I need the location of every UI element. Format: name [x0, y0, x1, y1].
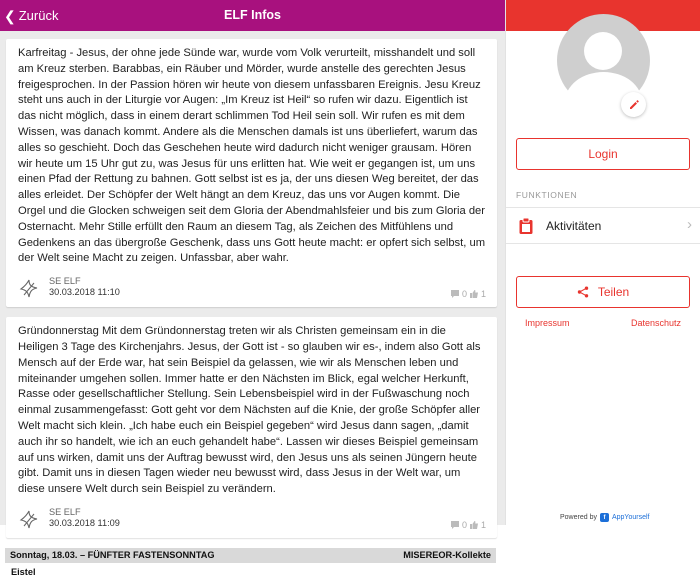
- like-count: 1: [480, 519, 486, 530]
- post-card[interactable]: [6, 39, 497, 307]
- edit-avatar-button[interactable]: [621, 92, 646, 117]
- post-date: 30.03.2018 11:09: [49, 517, 120, 528]
- post-text: Karfreitag - Jesus, der ohne jede Sünde war, wurde vom Volk verurteilt, misshandelt und soll am Kreuz sterben. Barabbas, ein Räuber und Mörder, wurde anstelle des gerechten Jesus freigesprochen. In der Passion hören wir heute von diesem unfassbaren Ereignis. Jesu Kreuz steht uns auch in der Liturgie vor Augen: „Im Kreuz ist Heil“ so rufen wir dazu. Eigentlich ist das nicht möglich, dass in einem derart schlimmen Tod Heil sein soll. Wir rufen es mit dem Wissen, was danach kommt. Andere als die Menschen damals ist uns überliefert, warum das alles so geschieht. Doch das Geschehen heute wird dadurch nicht weniger grausam. Hören wir heute um 15 Uhr gut zu, was Jesus für uns erlitten hat. Wie weit er gegangen ist, um uns einen Pfad der Rettung zu bahnen. Gott selbst ist es ja, der uns diesen Weg bereitet, der das alles erleidet. Der Schöpfer der Welt hängt an dem Kreuz, das uns vor Augen kommt. Die Orgel und die Glocken schweigen seit dem Gloria der Abendmahlsfeier und bis zum Gloria der Osternacht. Mehr Stille erfüllt den Raum an diesem Tag, als Zeichen des Mitfühlens und Gedenkens an das übergroße Geschenk, dass uns Gott heute macht: er opfert sich selbst, um der Welt seine Macht zu zeigen. Unfassbar, aber wahr.: [18, 47, 486, 265]
- post-author: SE ELF: [49, 506, 81, 517]
- menu-item-aktivitaeten[interactable]: [506, 207, 700, 244]
- comment-count: 0: [461, 519, 467, 530]
- powered-by[interactable]: [560, 513, 649, 522]
- clipboard-icon: [518, 217, 534, 235]
- collection-label: MISEREOR-Kollekte: [403, 550, 491, 561]
- author-logo-icon: [18, 277, 40, 299]
- sunday-header: [5, 548, 496, 563]
- post-text: Gründonnerstag Mit dem Gründonnerstag treten wir als Christen gemeinsam ein in die Heiligen 3 Tage des Kirchenjahrs. Jesus, der Gott ist - so glauben wir es-, indem also Gott als Mensch auf der Erde war, hat sein Beispiel da gelassen, wie wir als Menschen leben und miteinander umgehen sollen. Immer hatte er den Nächsten im Blick, egal welcher Herkunft, Rasse oder gesellschaftlicher Stellung. Sein Lebensbeispiel wird in der Fußwaschung noch einmal zusammengefasst: Gott geht vor dem Nächsten auf die Knie, der große Schöpfer aller Welt macht sich klein. „Ich habe euch ein Beispiel gegeben“ wird Jesus dann sagen, „damit auch ihr so handelt, wie ich an euch gehandelt habe“. Lassen wir dieses Beispiel gemeinsam auf uns wirken, damit uns der Auftrag bewusst wird, den Jesus uns als seinen Jüngern heute gibt. Damit uns in diesen Tagen wieder neu bewusst wird, dass Jesus in der Welt war, um diese unsere Welt durch sein Beispiel zu verändern.: [18, 325, 481, 496]
- post-list: [6, 39, 497, 577]
- appyourself-logo-icon: f: [600, 513, 609, 522]
- post-meta: [18, 276, 486, 302]
- powered-brand: AppYourself: [611, 514, 650, 521]
- comment-count: 0: [461, 289, 467, 300]
- section-label-funktionen: FUNKTIONEN: [516, 190, 578, 200]
- impressum-link[interactable]: Impressum: [525, 318, 570, 328]
- sunday-title: Sonntag, 18.03. – FÜNFTER FASTENSONNTAG: [10, 550, 215, 561]
- comment-icon[interactable]: [450, 520, 460, 530]
- powered-prefix: Powered by: [560, 514, 597, 521]
- post-author: SE ELF: [49, 276, 81, 287]
- post-stats: [450, 289, 486, 299]
- back-label: Zurück: [18, 8, 59, 23]
- comment-icon[interactable]: [450, 289, 460, 299]
- top-bar: [0, 0, 505, 31]
- thumbs-up-icon[interactable]: [469, 520, 479, 530]
- author-logo-icon: [18, 508, 40, 530]
- menu-item-label: Aktivitäten: [546, 219, 602, 233]
- post-card-partial[interactable]: [6, 548, 497, 577]
- post-date: 30.03.2018 11:10: [49, 287, 120, 298]
- login-button[interactable]: Login: [516, 138, 690, 170]
- thumbs-up-icon[interactable]: [469, 289, 479, 299]
- share-label: Teilen: [597, 285, 630, 299]
- post-meta: [18, 507, 486, 533]
- pencil-icon: [628, 99, 640, 111]
- chevron-left-icon: ❮: [4, 7, 16, 24]
- datenschutz-link[interactable]: Datenschutz: [631, 318, 682, 328]
- back-button[interactable]: [4, 0, 58, 31]
- like-count: 1: [480, 289, 486, 300]
- avatar-head-shape: [584, 32, 622, 70]
- chevron-right-icon: ›: [687, 216, 692, 233]
- post-card[interactable]: [6, 317, 497, 538]
- post-stats: [450, 520, 486, 530]
- share-icon: [577, 286, 589, 298]
- page-title: ELF Infos: [224, 8, 281, 22]
- share-button[interactable]: [516, 276, 690, 308]
- sunday-subtitle: Eistel: [6, 563, 497, 577]
